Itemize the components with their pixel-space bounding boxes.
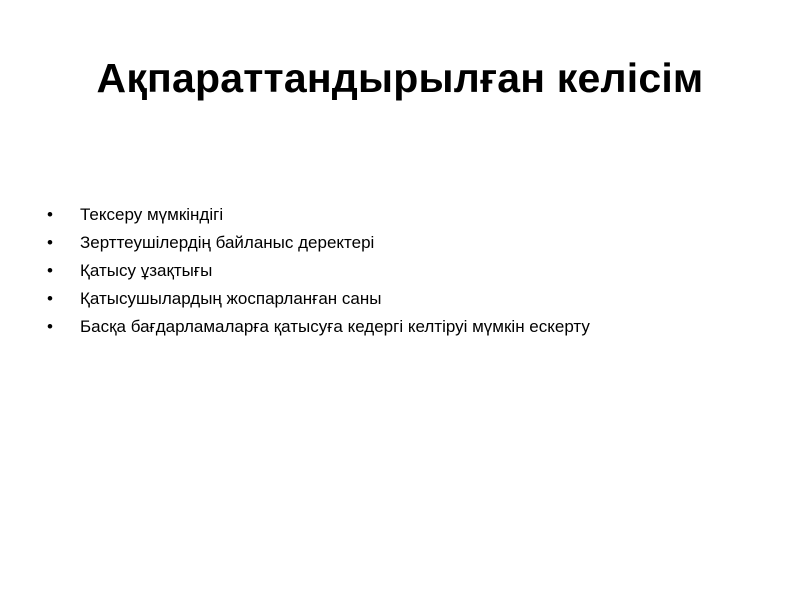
list-item	[44, 285, 764, 313]
slide-title: Ақпараттандырылған келісім	[96, 55, 704, 101]
list-item	[44, 201, 764, 229]
list-item-text: Басқа бағдарламаларға қатысуға кедергі келтіруі мүмкін ескерту	[80, 317, 590, 336]
bullet-icon: •	[47, 261, 53, 280]
bullet-icon: •	[47, 317, 53, 336]
bullet-list	[44, 201, 764, 341]
list-item	[44, 313, 764, 341]
bullet-icon: •	[47, 233, 53, 252]
list-item	[44, 229, 764, 257]
list-item	[44, 257, 764, 285]
list-item-text: Қатысушылардың жоспарланған саны	[80, 289, 382, 308]
list-item-text: Қатысу ұзақтығы	[80, 261, 213, 280]
bullet-icon: •	[47, 289, 53, 308]
list-item-text: Зерттеушілердің байланыс деректері	[80, 233, 375, 252]
list-item-text: Тексеру мүмкіндігі	[80, 205, 224, 224]
bullet-icon: •	[47, 205, 53, 224]
